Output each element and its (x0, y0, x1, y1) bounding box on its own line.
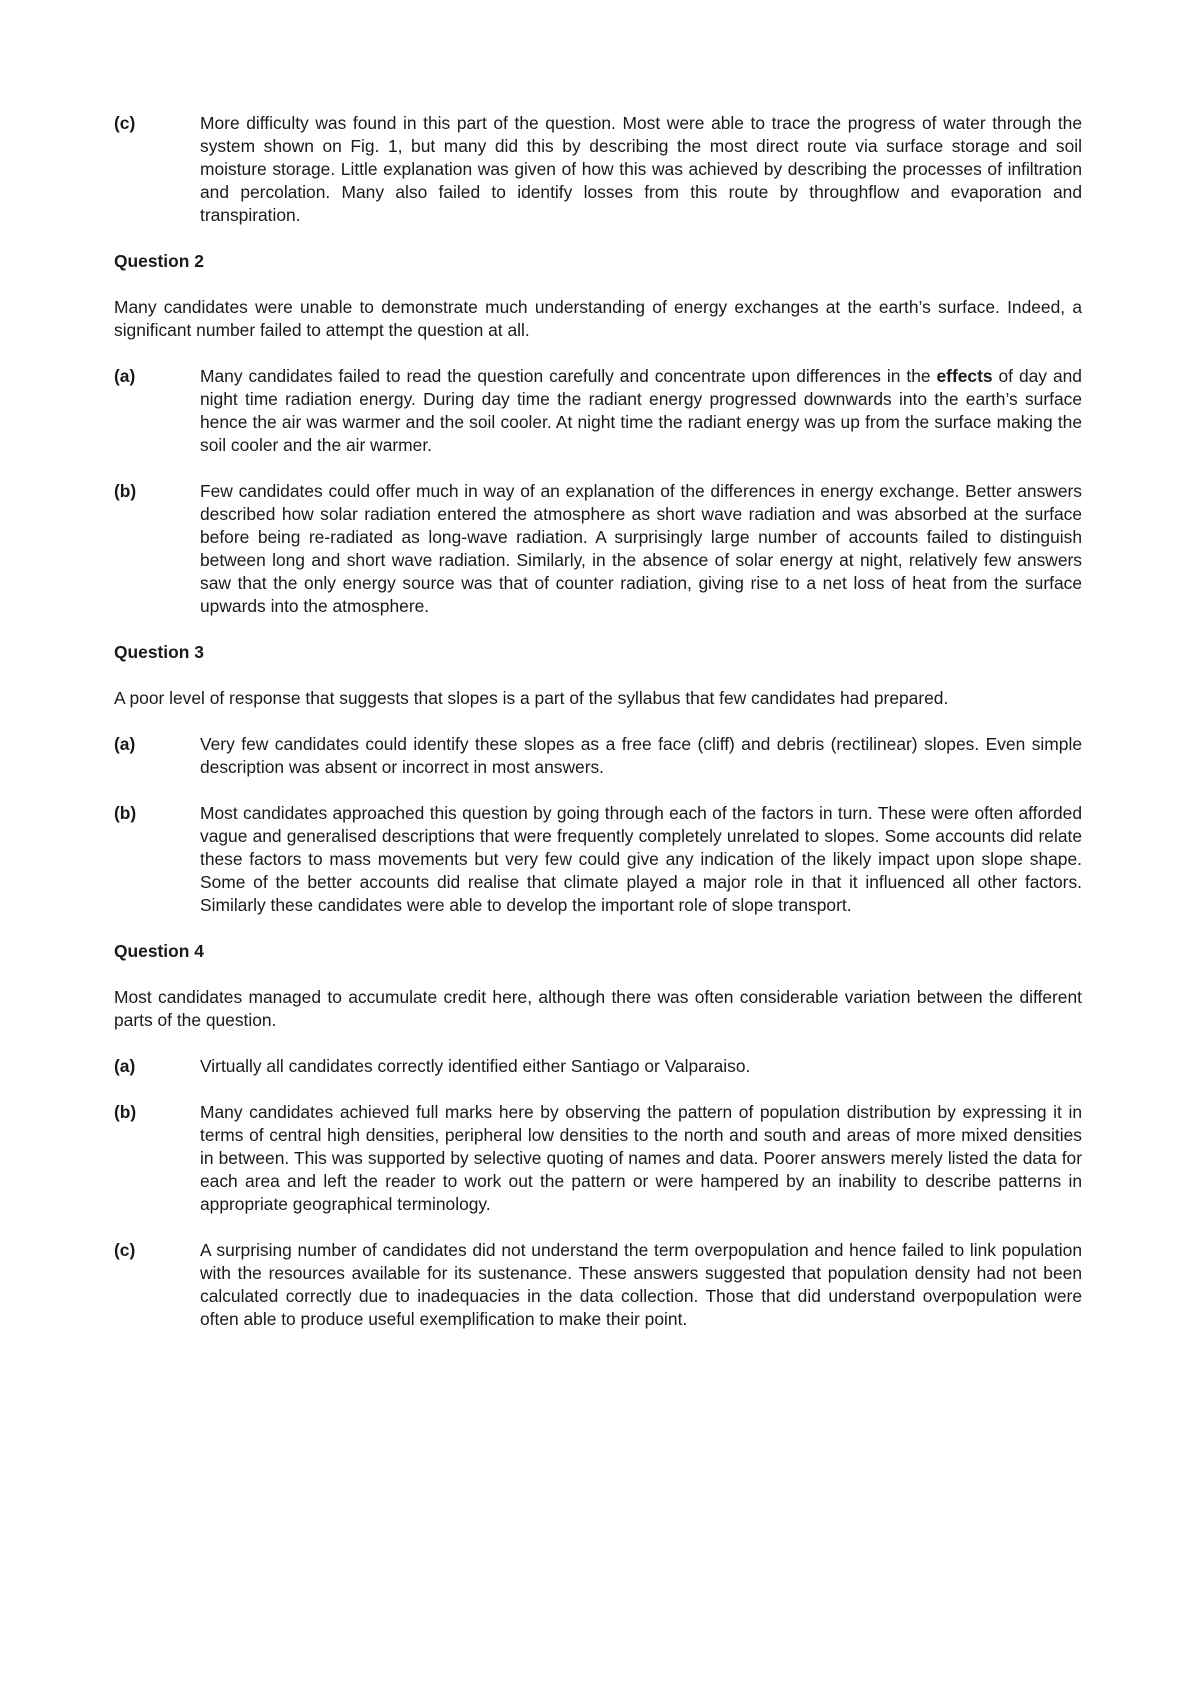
question-3-heading: Question 3 (114, 642, 204, 662)
item-label: (c) (114, 1240, 136, 1260)
text-after: of day and night time radiation energy. During day time the radiant energy progressed downwards into the earth’s surface hence the air was warmer and the soil cooler. At night time the radiant energy was up from the surface making the soil cooler and the air warmer. (200, 366, 1082, 455)
q3-part-a (114, 733, 1082, 779)
item-text: Few candidates could offer much in way of an explanation of the differences in energy exchange. Better answers described how solar radiation entered the atmosphere as short wave radiation and was absorbed at the surface before being re-radiated as long-wave radiation. A surprisingly large number of accounts failed to distinguish between long and short wave radiation. Similarly, in the absence of solar energy at night, relatively few answers saw that the only energy source was that of counter radiation, giving rise to a net loss of heat from the surface upwards into the atmosphere. (200, 481, 1082, 616)
item-label: (a) (114, 366, 136, 386)
q1-part-c (114, 112, 1082, 227)
q4-part-b (114, 1101, 1082, 1216)
question-2-intro: Many candidates were unable to demonstrate much understanding of energy exchanges at the earth’s surface. Indeed, a significant number failed to attempt the question at all. (114, 297, 1082, 340)
item-text: Most candidates approached this question by going through each of the factors in turn. These were often afforded vague and generalised descriptions that were frequently completely unrelated to slopes. Some accounts did relate these factors to mass movements but very few could give any indication of the likely impact upon slope shape. Some of the better accounts did realise that climate played a major role in that it influenced all other factors. Similarly these candidates were able to develop the important role of slope transport. (200, 803, 1082, 915)
text-before: Many candidates failed to read the question carefully and concentrate upon differences in the (200, 366, 931, 386)
item-label: (c) (114, 113, 136, 133)
question-2-heading: Question 2 (114, 251, 204, 271)
item-label: (b) (114, 803, 137, 823)
item-label: (a) (114, 1056, 136, 1076)
item-text: A surprising number of candidates did not understand the term overpopulation and hence failed to link population with the resources available for its sustenance. These answers suggested that population density had not been calculated correctly due to inadequacies in the data collection. Those that did understand overpopulation were often able to produce useful exemplification to make their point. (200, 1240, 1082, 1329)
q2-part-b (114, 480, 1082, 618)
bold-term: effects (936, 366, 993, 386)
item-text: Very few candidates could identify these slopes as a free face (cliff) and debris (rectilinear) slopes. Even simple description was absent or incorrect in most answers. (200, 734, 1082, 777)
item-text: Virtually all candidates correctly identified either Santiago or Valparaiso. (200, 1056, 751, 1076)
q4-part-c (114, 1239, 1082, 1331)
q3-part-b (114, 802, 1082, 917)
question-4-heading: Question 4 (114, 941, 204, 961)
item-text (200, 365, 1082, 457)
question-4-intro: Most candidates managed to accumulate credit here, although there was often considerable variation between the different parts of the question. (114, 987, 1082, 1030)
q4-part-a (114, 1055, 1082, 1078)
item-label: (b) (114, 481, 137, 501)
item-label: (a) (114, 734, 136, 754)
question-3-intro: A poor level of response that suggests that slopes is a part of the syllabus that few candidates had prepared. (114, 688, 949, 708)
item-text: Many candidates achieved full marks here by observing the pattern of population distribution by expressing it in terms of central high densities, peripheral low densities to the north and south and areas of more mixed densities in between. This was supported by selective quoting of names and data. Poorer answers merely listed the data for each area and left the reader to work out the pattern or were hampered by an inability to describe patterns in appropriate geographical terminology. (200, 1102, 1082, 1214)
item-label: (b) (114, 1102, 137, 1122)
document-page (114, 112, 1082, 1354)
q2-part-a (114, 365, 1082, 457)
item-text: More difficulty was found in this part of the question. Most were able to trace the progress of water through the system shown on Fig. 1, but many did this by describing the most direct route via surface storage and soil moisture storage. Little explanation was given of how this was achieved by describing the processes of infiltration and percolation. Many also failed to identify losses from this route by throughflow and evaporation and transpiration. (200, 113, 1082, 225)
